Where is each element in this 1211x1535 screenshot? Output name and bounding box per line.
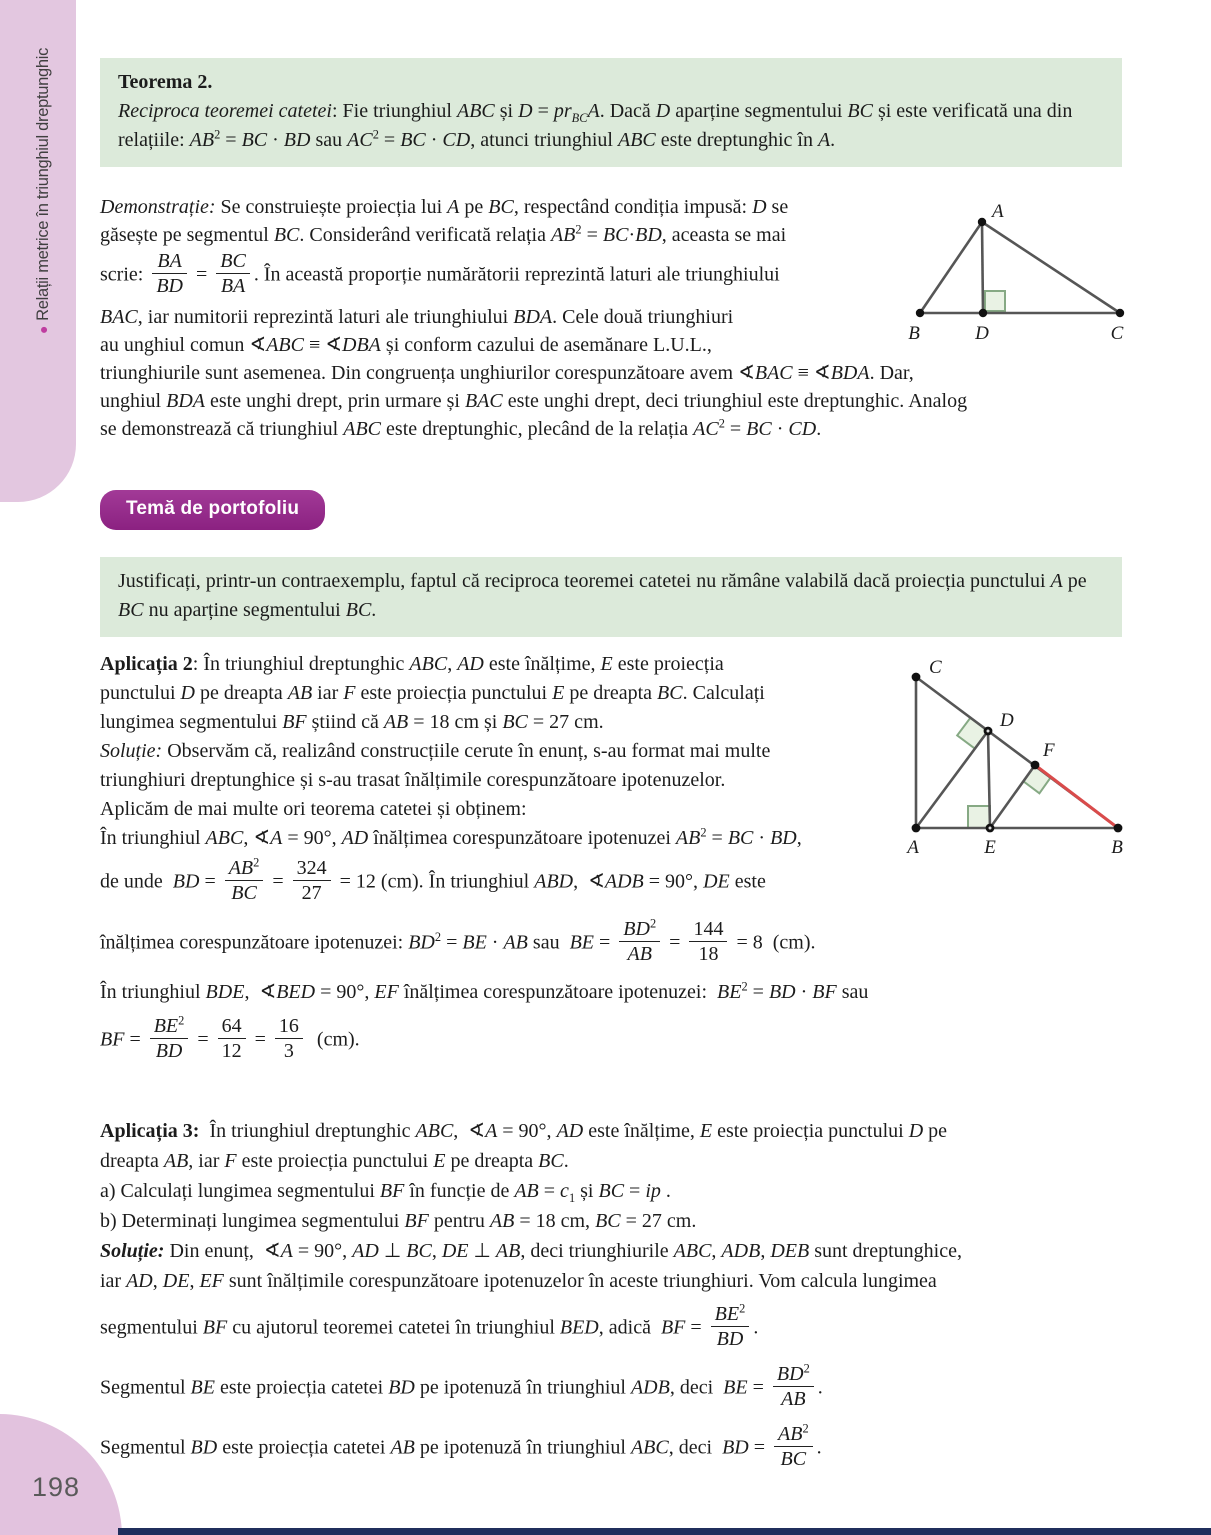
app3-line: segmentului BF cu ajutorul teoremei catetei în triunghiul BED, adică BF = $\frac{BE^2}{BD}$ . — [100, 1301, 759, 1351]
proof-line: se demonstrează că triunghiul ABC este dreptunghic, plecând de la relația $AC^2$ = BC · CD. — [100, 416, 822, 440]
formula-line: înălțimea corespunzătoare ipotenuzei: $BD^2$ = BE · AB sau BE = $\frac{BD^2}{AB}$ = $\frac{144}{18}$ = 8 (cm). — [100, 916, 816, 966]
chapter-title-vertical: Relații metrice în triunghiul dreptunghic — [34, 47, 52, 321]
proof-line: scrie: $\frac{BA}{BD}$ = $\frac{BC}{BA}$ . În această proporție numărătorii reprezintă laturi ale triunghiului — [100, 250, 780, 298]
right-triangle-projections-diagram — [893, 646, 1145, 864]
app2-line: Aplicația 2: În triunghiul dreptunghic ABC, AD este înălțime, E este proiecția — [100, 653, 724, 675]
vertex-dot-f — [1031, 761, 1040, 770]
vertex-label-d: D — [1000, 710, 1014, 731]
vertex-dot-c — [1116, 309, 1124, 317]
portfolio-theme-button — [100, 490, 325, 530]
footer-rule — [118, 1528, 1211, 1535]
app3-line: Soluție: Din enunț, ∢A = 90°, AD ⊥ BC, DE ⊥ AB, deci triunghiurile ABC, ADB, DEB sunt dreptunghice, — [100, 1240, 962, 1262]
vertex-label-a: A — [992, 201, 1004, 222]
proof-line: Demonstrație: Se construiește proiecția lui A pe BC, respectând condiția impusă: D se — [100, 196, 789, 218]
vertex-dot-a — [912, 824, 921, 833]
page-number: 198 — [32, 1472, 81, 1502]
vertex-label-c: C — [1110, 323, 1124, 344]
sidebar-label — [34, 48, 53, 334]
theorem-box — [100, 58, 1122, 167]
vertex-dot-e-center — [989, 827, 992, 830]
vertex-label-e: E — [984, 837, 996, 858]
proof-line: au unghiul comun ∢ABC ≡ ∢DBA și conform cazului de asemănare L.U.L., — [100, 333, 712, 356]
proof-line: găsește pe segmentul BC. Considerând verificată relația $AB^2 = BC\cdot BD$, aceasta se mai — [100, 222, 787, 246]
theorem-title: Teorema 2. — [118, 71, 213, 93]
altitude-ad — [982, 222, 983, 313]
formula-line: BF = $\frac{BE^2}{BD}$ = $\frac{64}{12}$ = $\frac{16}{3}$ (cm). — [100, 1012, 360, 1062]
app2-line: punctului D pe dreapta AB iar F este proiecția punctului E pe dreapta BC. Calculați — [100, 682, 765, 704]
proof-line: unghiul BDA este unghi drept, prin urmare și BAC este unghi drept, deci triunghiul este dreptunghic. Analog — [100, 389, 968, 412]
app3-line: b) Determinați lungimea segmentului BF pentru AB = 18 cm, BC = 27 cm. — [100, 1210, 697, 1232]
application-2-formulas — [100, 856, 1122, 1074]
portfolio-task-box — [100, 557, 1122, 637]
application-3-paragraph — [100, 1116, 1122, 1481]
triangle-abd-altitude-diagram — [893, 196, 1138, 356]
vertex-label-b: B — [908, 323, 920, 344]
proof-line: BAC, iar numitorii reprezintă laturi ale triunghiului BDA. Cele două triunghiuri — [100, 305, 734, 328]
right-angle-marker-d — [957, 718, 988, 749]
segment-fb-red — [1035, 765, 1118, 828]
app3-line: Aplicația 3: În triunghiul dreptunghic ABC, ∢A = 90°, AD este înălțime, E este proiecția punctului D pe — [100, 1120, 948, 1142]
right-angle-marker-e — [968, 806, 990, 828]
app2-line: În triunghiul ABC, ∢A = 90°, AD înălțimea corespunzătoare ipotenuzei $AB^2$ = BC · BD, — [100, 825, 802, 849]
app2-line: Aplicăm de mai multe ori teorema catetei și obținem: — [100, 798, 527, 820]
vertex-label-b: B — [1111, 837, 1123, 858]
theorem-body: Reciproca teoremei catetei: Fie triunghiul ABC și $D = pr_{BC}A$. Dacă D aparține segmentului BC și este verificată una din relațiile: $AB^2$ = BC · BD sau $AC^2$ = BC · CD, atunci triunghiul ABC este dreptunghic în A. — [118, 100, 1073, 151]
vertex-label-a: A — [907, 837, 919, 858]
formula-line: de unde BD = $\frac{AB^2}{BC}$ = $\frac{324}{27}$ = 12 (cm). În triunghiul ABD, ∢ADB = 90°, DE este — [100, 855, 766, 905]
app3-line: Segmentul BD este proiecția catetei AB pe ipotenuză în triunghiul ABC, deci BD = $\frac{AB^2}{BC}$ . — [100, 1420, 822, 1470]
vertex-label-f: F — [1043, 740, 1055, 761]
chapter-bullet-icon: ● — [35, 325, 51, 334]
app2-line: lungimea segmentului BF știind că AB = 18 cm și BC = 27 cm. — [100, 711, 604, 733]
vertex-dot-d — [979, 309, 987, 317]
app3-line: a) Calculați lungimea segmentului BF în funcție de AB = $c_1$ și BC = ip . — [100, 1180, 671, 1205]
right-angle-marker — [985, 291, 1005, 311]
segment-ef — [990, 765, 1035, 828]
vertex-dot-a — [978, 218, 986, 226]
app3-line: iar AD, DE, EF sunt înălțimile corespunzătoare ipotenuzelor în aceste triunghiuri. Vom calcula lungimea — [100, 1270, 937, 1292]
vertex-dot-b — [1114, 824, 1123, 833]
portfolio-task-text: Justificați, printr-un contraexemplu, faptul că reciproca teoremei catetei nu rămâne valabilă dacă proiecția punctului A pe BC nu aparține segmentului BC. — [118, 570, 1087, 621]
vertex-dot-d-center — [987, 730, 990, 733]
vertex-label-d: D — [975, 323, 989, 344]
app3-line: Segmentul BE este proiecția catetei BD pe ipotenuză în triunghiul ADB, deci BE = $\frac{BD^2}{AB}$ . — [100, 1361, 823, 1411]
vertex-dot-b — [916, 309, 924, 317]
portfolio-theme-button-label: Temă de portofoliu — [126, 498, 300, 519]
app2-line: triunghiuri dreptunghice și s-au trasat înălțimile corespunzătoare ipotenuzelor. — [100, 769, 726, 791]
formula-line: În triunghiul BDE, ∢BED = 90°, EF înălțimea corespunzătoare ipotenuzei: $BE^2$ = BD · BF sau — [100, 978, 869, 1003]
app3-line: dreapta AB, iar F este proiecția punctului E pe dreapta BC. — [100, 1150, 569, 1172]
app2-line: Soluție: Observăm că, realizând construcțiile cerute în enunț, s-au format mai multe — [100, 740, 771, 762]
vertex-dot-c — [912, 673, 921, 682]
right-angle-marker-f — [1023, 765, 1051, 793]
side-ba — [920, 222, 982, 313]
proof-line: triunghiurile sunt asemenea. Din congruența unghiurilor corespunzătoare avem ∢BAC ≡ ∢BDA. Dar, — [100, 361, 914, 384]
vertex-label-c: C — [929, 657, 942, 678]
